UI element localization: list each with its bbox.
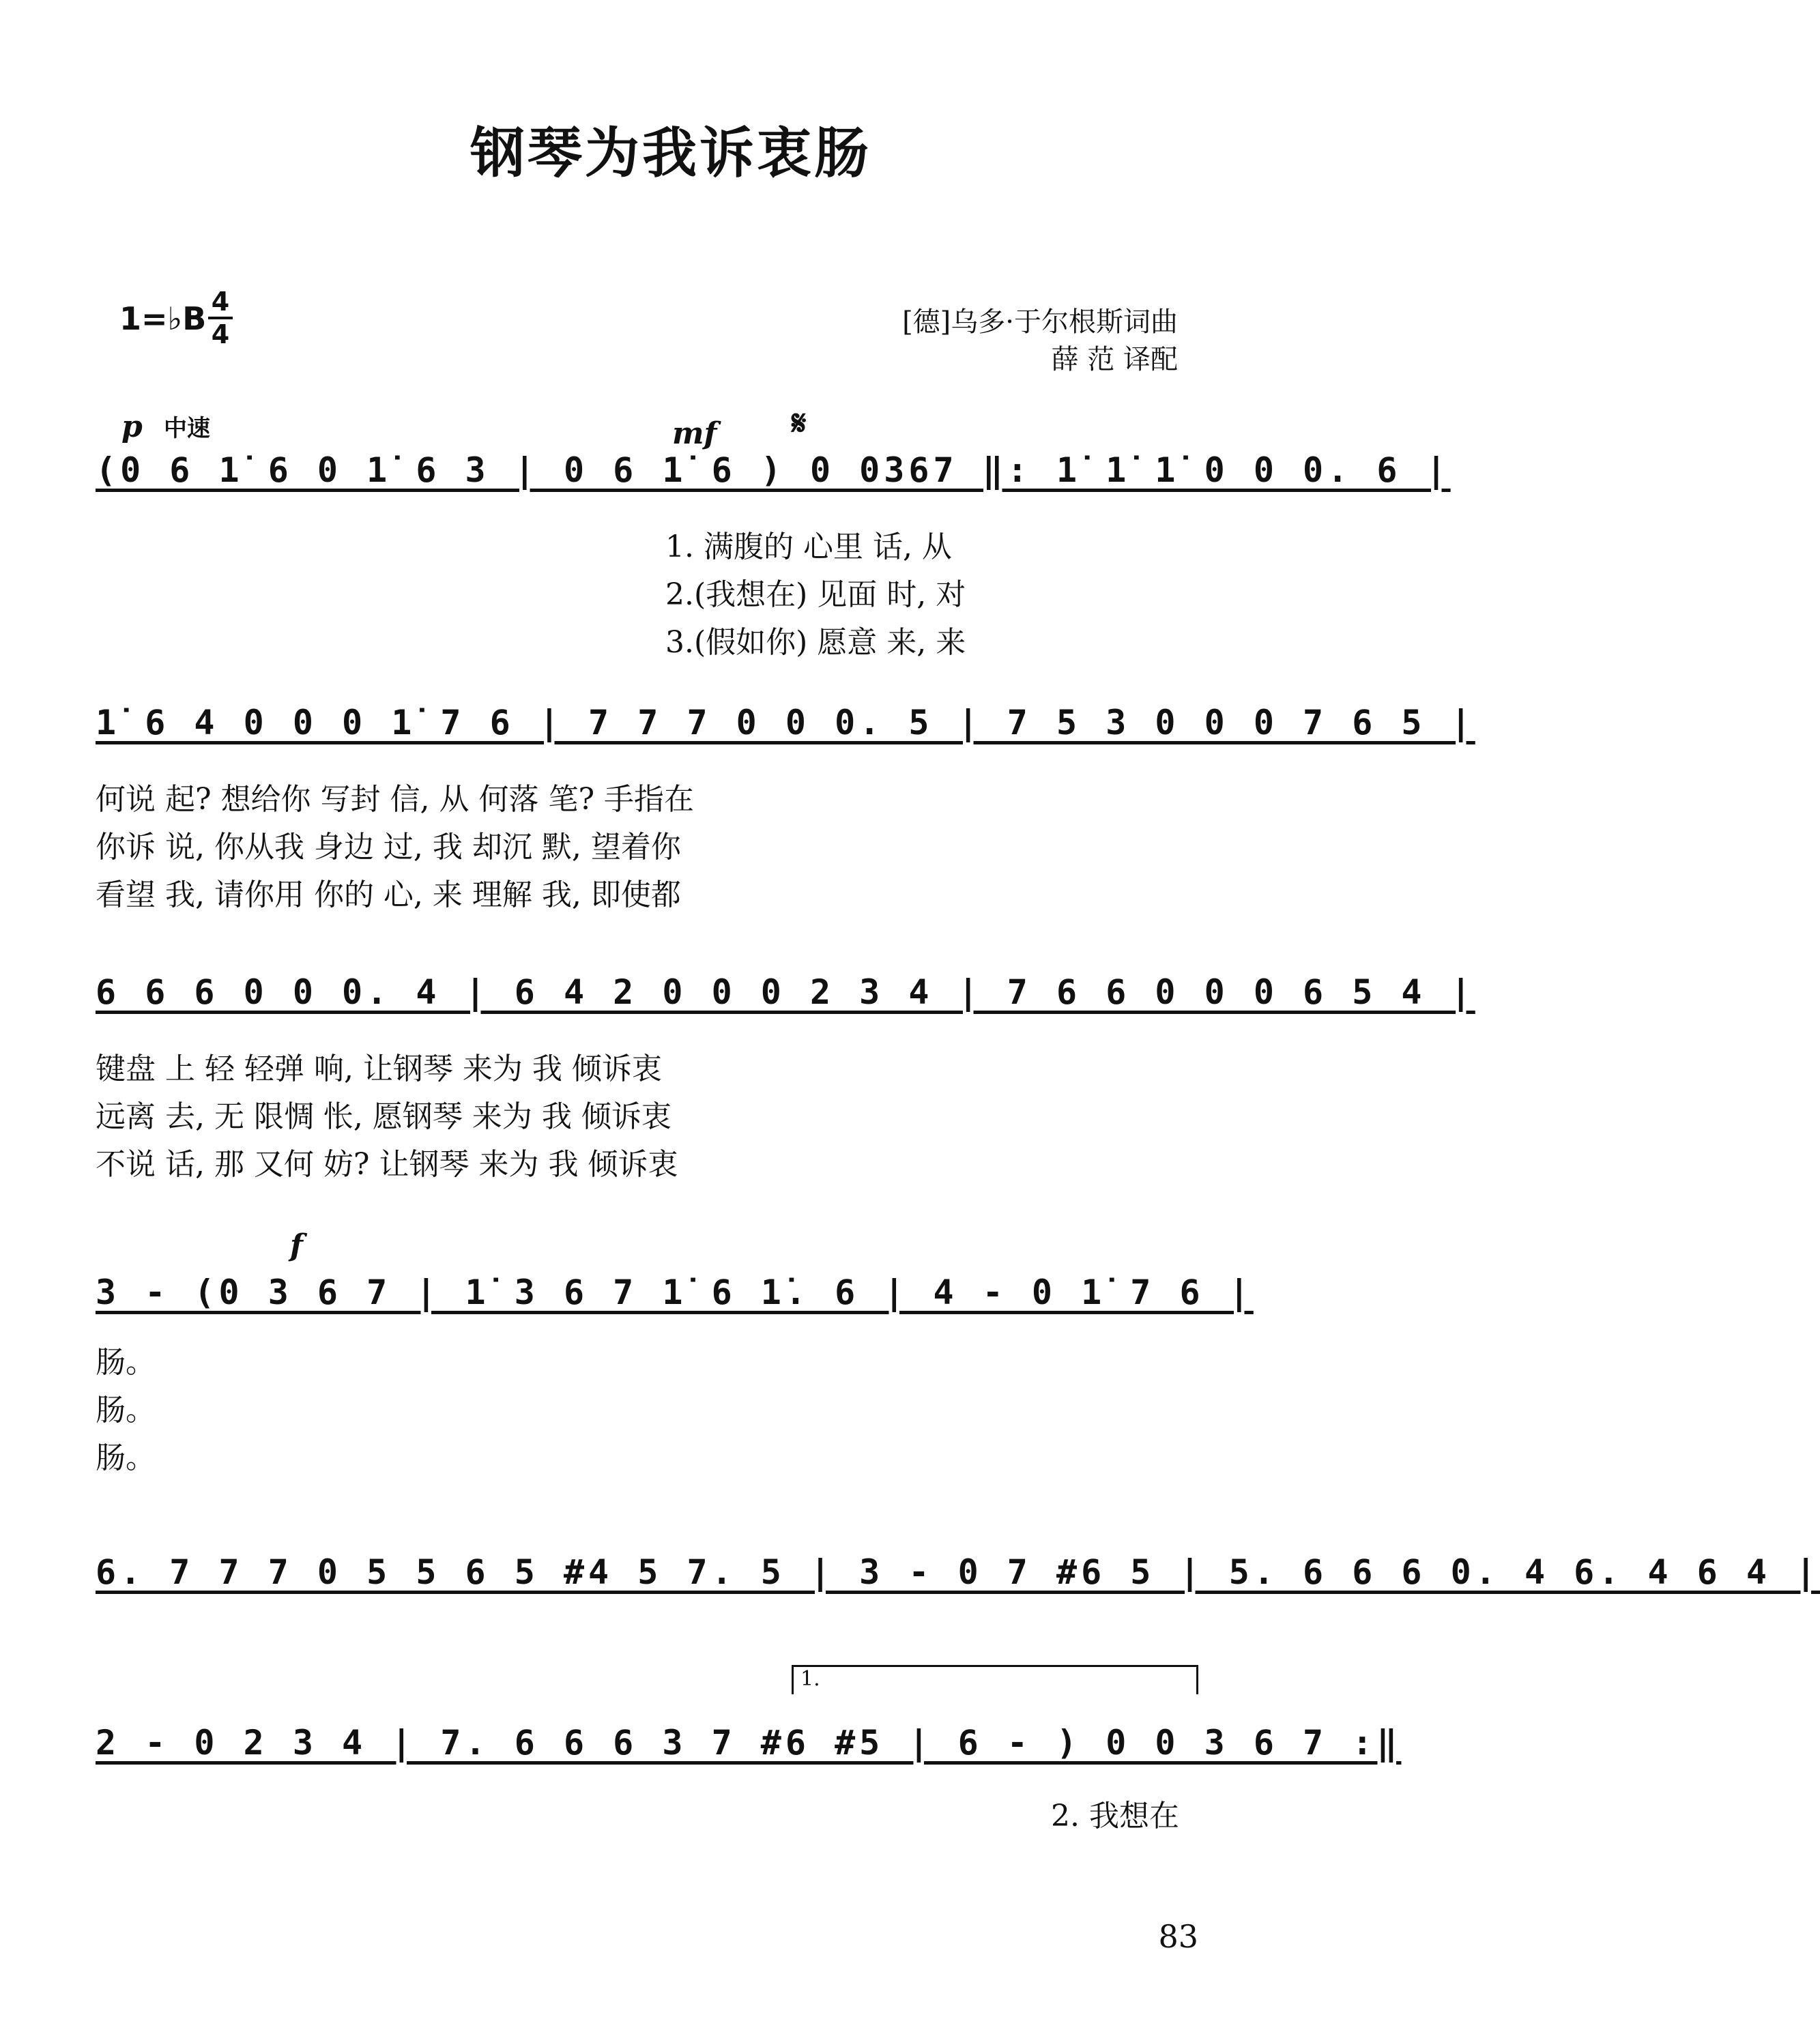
author-credit: [德]乌多·于尔根斯词曲 <box>902 306 1178 338</box>
lyric-line-2-2: 你诉 说, 你从我 身边 过, 我 却沉 默, 望着你 <box>96 830 681 865</box>
lyric-line-3-2: 远离 去, 无 限惆 怅, 愿钢琴 来为 我 倾诉衷 <box>96 1099 671 1134</box>
lyric-line-3-1: 键盘 上 轻 轻弹 响, 让钢琴 来为 我 倾诉衷 <box>96 1052 662 1086</box>
lyric-line-6-1: 2. 我想在 <box>1051 1799 1179 1833</box>
lyric-line-1-3: 3.(假如你) 愿意 来, 来 <box>665 625 966 660</box>
time-signature-bottom: 4 <box>211 319 230 349</box>
notation-row-6: 2 - 0 2 3 4 | 7. 6 6 6 3 7 #6 #5 | 6 - ) 0 0 3 6 7 :‖ <box>96 1723 1402 1763</box>
lyric-line-1-1: 1. 满腹的 心里 话, 从 <box>665 530 952 564</box>
lyric-line-1-2: 2.(我想在) 见面 时, 对 <box>665 577 966 612</box>
lyric-line-4-1: 肠。 <box>96 1345 156 1380</box>
notation-row-2: 1̇ 6 4 0 0 0 1̇ 7 6 | 7 7 7 0 0 0. 5 | 7 5 3 0 0 0 7 6 5 | <box>96 703 1475 742</box>
time-signature-top: 4 <box>208 287 233 319</box>
page-number: 83 <box>1158 1918 1198 1955</box>
time-signature <box>208 287 233 349</box>
notation-row-4: 3 - (0 3 6 7 | 1̇ 3 6 7 1̇ 6 1̇. 6 | 4 - 0 1̇ 7 6 | <box>96 1273 1254 1312</box>
notation-row-5: 6. 7 7 7 0 5 5 6 5 #4 5 7. 5 | 3 - 0 7 #6 5 | 5. 6 6 6 0. 4 6. 4 6 4 | <box>96 1552 1820 1592</box>
song-title: 钢琴为我诉衷肠 <box>470 121 871 185</box>
tempo-marking: 中速 <box>164 415 210 442</box>
dynamic-mf: mf <box>672 416 717 451</box>
lyric-line-4-2: 肠。 <box>96 1393 156 1427</box>
lyric-line-2-1: 何说 起? 想给你 写封 信, 从 何落 笔? 手指在 <box>96 782 695 817</box>
notation-row-3: 6 6 6 0 0 0. 4 | 6 4 2 0 0 0 2 3 4 | 7 6 6 0 0 0 6 5 4 | <box>96 972 1475 1012</box>
first-ending-bracket <box>792 1665 1198 1694</box>
dynamic-f: f <box>290 1228 303 1263</box>
lyric-line-2-3: 看望 我, 请你用 你的 心, 来 理解 我, 即使都 <box>96 878 681 912</box>
notation-row-1: (0 6 1̇ 6 0 1̇ 6 3 | 0 6 1̇ 6 ) 0 0367 ‖: 1̇ 1̇ 1̇ 0 0 0. 6 | <box>96 450 1451 490</box>
dynamic-p: p <box>121 409 143 444</box>
segno-sign: 𝄋 <box>792 403 807 443</box>
first-ending-label: 1. <box>800 1667 820 1691</box>
lyric-line-4-3: 肠。 <box>96 1440 156 1475</box>
key-signature: 1=♭B <box>119 300 207 337</box>
lyric-line-3-3: 不说 话, 那 又何 妨? 让钢琴 来为 我 倾诉衷 <box>96 1147 678 1182</box>
translator-credit: 薛 范 译配 <box>1051 344 1178 375</box>
